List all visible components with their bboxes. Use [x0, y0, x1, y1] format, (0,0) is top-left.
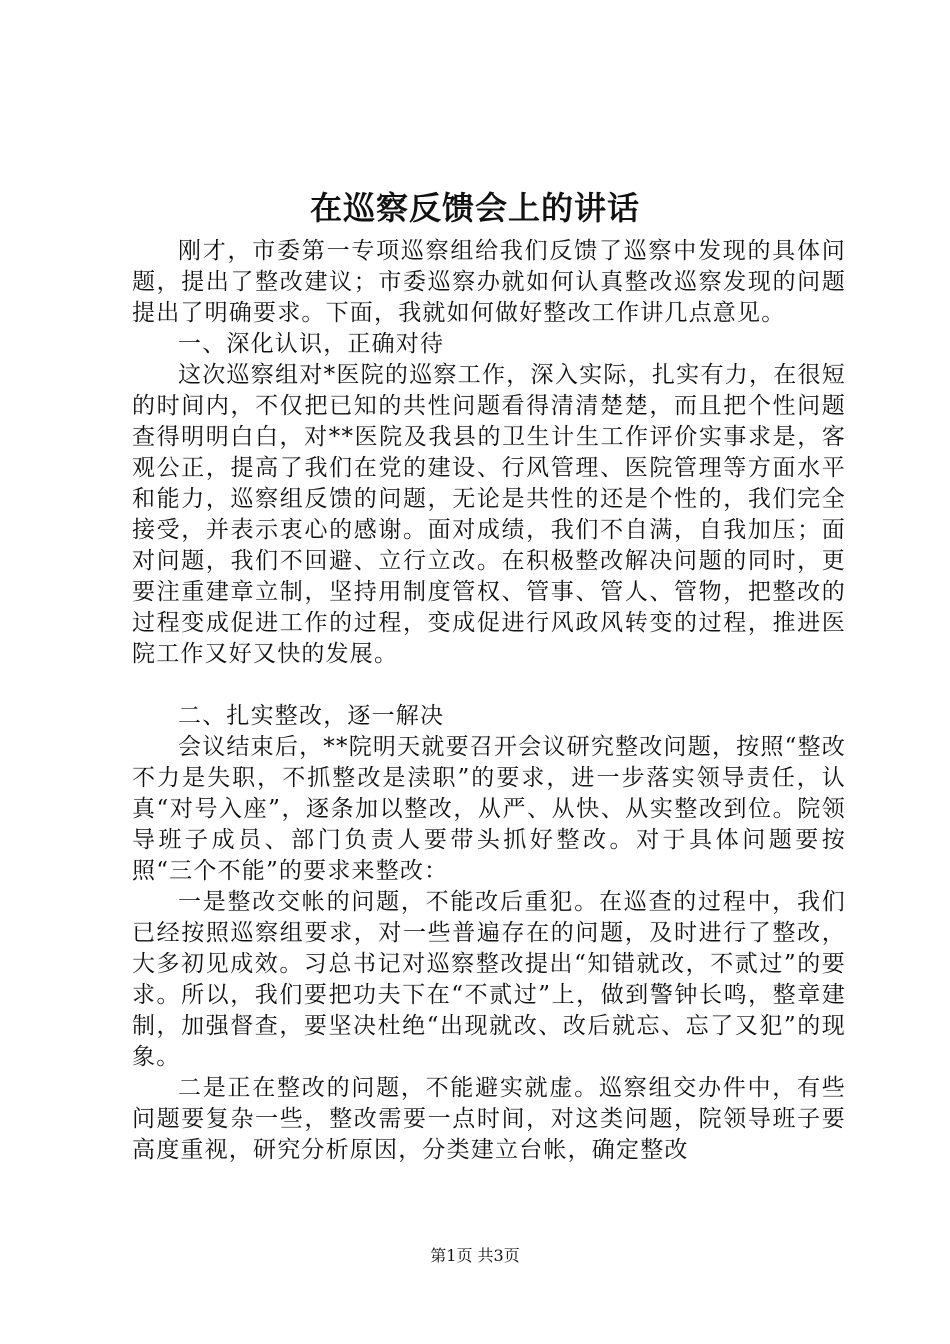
document-body	[132, 236, 846, 1166]
section-heading-1: 一、深化认识，正确对待	[178, 331, 445, 357]
paragraph-point-1: 一是整改交帐的问题，不能改后重犯。在巡查的过程中，我们已经按照巡察组要求，对一些普遍存在的问题，及时进行了整改，大多初见成效。习总书记对巡察整改提出“知错就改，不贰过”的要求。所以，我们要把功夫下在“不贰过”上，做到警钟长鸣，整章建制，加强督查，要坚决杜绝“出现就改、改后就忘、忘了又犯”的现象。	[132, 889, 846, 1070]
page-footer: 第1页 共3页	[430, 1246, 520, 1265]
document-title: 在巡察反馈会上的讲话	[309, 189, 640, 227]
section-heading-2: 二、扎实整改，逐一解决	[178, 703, 445, 729]
paragraph-section-2: 会议结束后，**院明天就要召开会议研究整改问题，按照“整改不力是失职，不抓整改是渎职”的要求，进一步落实领导责任，认真“对号入座”，逐条加以整改，从严、从快、从实整改到位。院领导班子成员、部门负责人要带头抓好整改。对于具体问题要按照“三个不能”的要求来整改：	[132, 734, 846, 884]
paragraph-intro: 刚才，市委第一专项巡察组给我们反馈了巡察中发现的具体问题，提出了整改建议；市委巡察办就如何认真整改巡察发现的问题提出了明确要求。下面，我就如何做好整改工作讲几点意见。	[132, 238, 846, 326]
paragraph-point-2: 二是正在整改的问题，不能避实就虚。巡察组交办件中，有些问题要复杂一些，整改需要一点时间，对这类问题，院领导班子要高度重视，研究分析原因，分类建立台帐，确定整改	[132, 1075, 846, 1163]
paragraph-section-1: 这次巡察组对*医院的巡察工作，深入实际，扎实有力，在很短的时间内，不仅把已知的共性问题看得清清楚楚，而且把个性问题查得明明白白，对**医院及我县的卫生计生工作评价实事求是，客观公正，提高了我们在党的建设、行风管理、医院管理等方面水平和能力，巡察组反馈的问题，无论是共性的还是个性的，我们完全接受，并表示衷心的感谢。面对成绩，我们不自满，自我加压；面对问题，我们不回避、立行立改。在积极整改解决问题的同时，更要注重建章立制，坚持用制度管权、管事、管人、管物，把整改的过程变成促进工作的过程，变成促进行风政风转变的过程，推进医院工作又好又快的发展。	[132, 362, 846, 667]
